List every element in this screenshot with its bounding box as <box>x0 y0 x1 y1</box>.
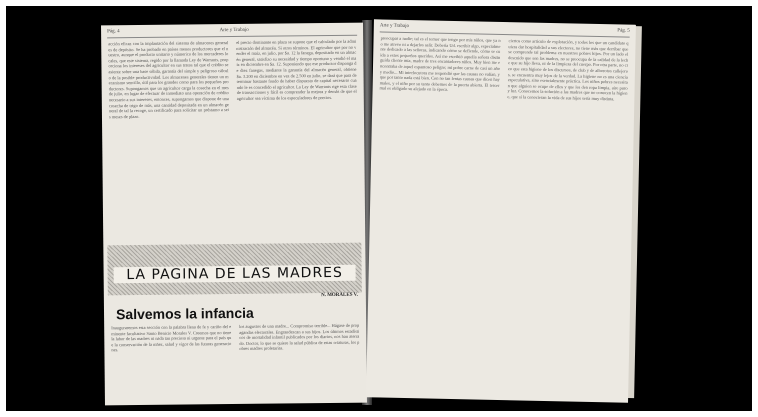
right-page-number: Pág. 5 <box>617 28 630 34</box>
left-column-2: el precio dominante en plaza se supone que el calculado por la administración del almacén. Si otros términos. El agricultor que por no vender el maíz, en julio, por $a. 12 la fanega, depositado en un almacén general, satisfizo su necesidad y tiempo oportuno y vendió el maíz en diciembre en $a. 12. Suponiendo que ese productor disponga de diez fanegas, mediante la garantía del almacén general, obtiene $a. 3.200 en diciembre en vez de 2.500 en julio, se dará que para determinar bastante fondo de haber dispuesto de capital necesario cuando le es concedido el agricultor. La Ley de Warrants rige esta clase de transacciones y fácil es comprender la mejora y demás de que el agricultor sea víctima de los especuladores de precios. <box>236 38 357 101</box>
section-banner <box>107 243 362 299</box>
right-page <box>366 19 636 402</box>
right-masthead: Arte y Trabajo <box>379 23 410 30</box>
right-column-1: preocupar a nadie; tal es el temor que tengo por mis niños, que ya no me atrevo ni a dejarlos salir. Debería Ud. escribir algo, especialmente dedicado a las señoras, indicando cómo se defiende, cómo se cuida a estos pequeños queridos. Así me escribió aquella señora distinguida cliente mía, madre de tres encantadores niños. Muy bien me encontraba de aquel espantoso peligro; mi pobre carne de casi un año y medio... Mi interlocutora me respondió que las causas no valían, y que por tanto nada está bien. Con no tan lentas causas que dicen hay males, y el niño por su tanto debemos de la puerta abierta. El tercer mal es obligado su alejado en la época. <box>379 35 501 93</box>
left-column-bottom-2: los augustos de una madre... Compromiso terrible... Hágase de propagandas electorales. Engrandezcan a sus hijos. Los últimos estadísticos de mortalidad infantil publicados por los diarios, nos han aterrado. Doctor, lo que se quiere la salud pública de estas criaturas, los pobres madres proletarias. <box>239 322 360 352</box>
right-column-2: ciertos como artículo de explotación, y todos los que un candidato quiera dar hospitalidad a sus electores, no tiene más que derribar que se comprende tal problema en nuestros pobres hijos. Por un lado el descuido que son las madres, no se preocupa de la calidad de la leche que su hijo lleva, ni de la limpieza del cuerpo. Por otra parte, no creo que esta higiene de los discursos, de club y de alborotos callejeros, se encuentra muy lejos de la verdad. La higiene no es una ciencia especulativa, sino esencialmente práctica. Los niños pobres necesitan que alguien se ocupe de ellos y que les den ropa limpia, aire puro y luz. Conocemos la solución a las madres que no conocen la higiene, que si la conocieran la vida de sus hijos sería muy distinta. <box>507 38 629 102</box>
left-page-number: Pág. 4 <box>107 29 120 35</box>
article-title: Salvemos la infancia <box>115 304 254 323</box>
left-masthead: Arte y Trabajo <box>219 27 249 34</box>
left-column-1: acción eficaz con la implantación del sistema de almacenes generales de depósito. Se ha probado en países menos productores que el nuestro, aunque el producto unitario y númerico de los mercaderes locales, que este sistema, regido por la llamada Ley de Warrants, proporciona los intereses del agricultor en sus tratos tal que el crédito se asiente sobre una base sólida, garantía del simple y peligroso cálculo de la posible productividad. Los almacenes generales tienen un mecanismo sencillo, útil para los grandes como para los pequeños productores. Supongamos que un agricultor carga la cosecha en el mes de julio, en lugar de efectuar de inmediato una operación de crédito necesario a sus intereses, entonces, supongamos que dispone de una cosecha de trigo de más, una cantidad depositada en un almacén general de tal la recoge, un certificado para solicitar un préstamo a seis meses de plazo. <box>108 40 229 120</box>
left-column-bottom-1: Inauguraremos esta sección con la palabra llena de fe y cariño del eminente facultativo Santo Benicio Morales V. Creemos que no tiene la labor de las madres ni nada tan preciosa ni urgente para el país que la conservación de la niñez, salud y vigor de las futuras generaciones. <box>111 324 232 353</box>
left-page <box>101 23 367 406</box>
author-byline: N. MORALES V. <box>321 292 358 299</box>
banner-title: LA PAGINA DE LAS MADRES <box>114 265 356 284</box>
